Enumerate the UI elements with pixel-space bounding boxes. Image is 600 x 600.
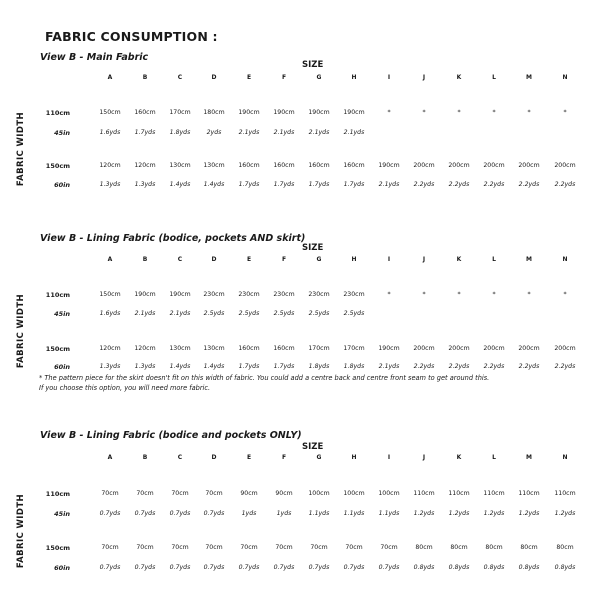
row-label-width: 110cm [45,291,70,299]
table-cell: 80cm [520,544,538,551]
table-cell: * [492,109,496,116]
size-n: N [562,256,568,263]
size-h: H [351,74,357,81]
table-cell: 190cm [378,162,400,169]
table-cell: 160cm [273,345,295,352]
table-cell: 1.7yds [238,181,260,188]
size-i: I [387,454,391,461]
size-h: H [351,256,357,263]
table-cell: 200cm [413,345,435,352]
table-cell: 70cm [240,544,258,551]
table-cell: 120cm [99,345,121,352]
table-cell: 1.2yds [483,510,505,517]
size-j: J [422,74,426,81]
table-cell: * [563,291,567,298]
table-cell: 1.8yds [343,363,365,370]
table-cell: 160cm [134,109,156,116]
section-3 [0,430,600,600]
table-cell: 130cm [169,345,191,352]
table-cell: 190cm [134,291,156,298]
size-f: F [281,256,287,263]
table-cell: 0.7yds [378,564,400,571]
table-cell: 2.2yds [554,363,576,370]
table-cell: 0.7yds [169,510,191,517]
table-cell: 0.7yds [203,564,225,571]
table-row [0,291,600,303]
table-cell: 1.4yds [203,363,225,370]
table-cell: 0.8yds [518,564,540,571]
table-cell: 1.2yds [413,510,435,517]
table-cell: 2.1yds [134,310,156,317]
row-label-width: 150cm [45,162,70,170]
table-cell: 2.5yds [273,310,295,317]
row-label-width: 150cm [45,544,70,552]
size-f: F [281,454,287,461]
table-row [0,181,600,193]
section-1 [0,52,600,222]
table-cell: 1.3yds [134,181,156,188]
table-cell: 2.2yds [413,363,435,370]
table-cell: 160cm [238,345,260,352]
table-cell: 190cm [308,109,330,116]
size-m: M [526,74,532,81]
fabric-width-label: FABRIC WIDTH [16,293,26,369]
table-cell: 160cm [308,162,330,169]
table-cell: 2.5yds [343,310,365,317]
row-label-width: 110cm [45,109,70,117]
table-cell: 110cm [413,490,435,497]
row-label-width: 60in [54,181,70,189]
row-label-width: 60in [54,564,70,572]
table-cell: 70cm [205,544,223,551]
size-a: A [107,454,113,461]
table-cell: 2.5yds [203,310,225,317]
size-m: M [526,454,532,461]
table-cell: 100cm [343,490,365,497]
table-cell: 200cm [483,162,505,169]
table-cell: 2.1yds [378,363,400,370]
size-l: L [492,74,496,81]
table-row [0,310,600,322]
table-cell: 120cm [99,162,121,169]
table-row [0,129,600,141]
size-k: K [456,454,462,461]
table-cell: 1.3yds [99,181,121,188]
table-cell: 70cm [205,490,223,497]
table-cell: * [527,291,531,298]
table-cell: 1.4yds [203,181,225,188]
table-row [0,564,600,576]
table-cell: 0.8yds [554,564,576,571]
table-cell: 200cm [518,162,540,169]
size-d: D [211,256,217,263]
table-cell: 70cm [101,490,119,497]
table-cell: 1.2yds [518,510,540,517]
table-cell: 2.1yds [308,129,330,136]
table-cell: 110cm [448,490,470,497]
row-label-width: 150cm [45,345,70,353]
size-e: E [246,256,252,263]
table-cell: 150cm [99,291,121,298]
table-cell: 70cm [345,544,363,551]
table-cell: 80cm [450,544,468,551]
table-cell: 200cm [448,345,470,352]
size-i: I [387,74,391,81]
table-cell: 0.7yds [203,510,225,517]
size-d: D [211,454,217,461]
section-title: View B - Lining Fabric (bodice and pockets ONLY) [40,430,302,441]
table-cell: 0.8yds [413,564,435,571]
size-c: C [177,454,183,461]
table-row [0,345,600,357]
size-label: SIZE [302,60,324,70]
table-cell: * [422,291,426,298]
size-l: L [492,454,496,461]
size-g: G [316,454,322,461]
section-2 [0,233,600,403]
table-cell: 0.7yds [308,564,330,571]
table-cell: 1.1yds [343,510,365,517]
row-label-width: 45in [54,129,70,137]
table-cell: 170cm [343,345,365,352]
size-g: G [316,74,322,81]
table-cell: 70cm [136,544,154,551]
table-row [0,544,600,556]
table-cell: 120cm [134,162,156,169]
table-cell: 230cm [273,291,295,298]
table-cell: 230cm [343,291,365,298]
table-cell: 70cm [171,490,189,497]
table-cell: 0.8yds [448,564,470,571]
fabric-width-label: FABRIC WIDTH [16,493,26,569]
size-n: N [562,74,568,81]
table-cell: 1.1yds [308,510,330,517]
table-cell: 80cm [485,544,503,551]
table-cell: 1.7yds [238,363,260,370]
size-j: J [422,256,426,263]
table-cell: 1.7yds [134,129,156,136]
table-cell: 2.1yds [273,129,295,136]
table-cell: * [457,109,461,116]
table-cell: 200cm [554,345,576,352]
footnote-line: * The pattern piece for the skirt doesn't fit on this width of fabric. You could add a centre back and centre front seam to get around this. [39,374,490,382]
table-cell: 160cm [273,162,295,169]
table-cell: * [387,109,391,116]
size-label: SIZE [302,442,324,452]
table-cell: 200cm [448,162,470,169]
table-cell: * [563,109,567,116]
table-cell: 70cm [380,544,398,551]
table-cell: 1.4yds [169,181,191,188]
table-cell: 80cm [415,544,433,551]
table-cell: 1.2yds [554,510,576,517]
table-cell: 1.1yds [378,510,400,517]
table-cell: 230cm [308,291,330,298]
section-title: View B - Lining Fabric (bodice, pockets AND skirt) [40,233,306,244]
table-cell: 170cm [308,345,330,352]
table-cell: * [387,291,391,298]
row-label-width: 45in [54,510,70,518]
table-cell: 2.2yds [483,181,505,188]
table-row [0,109,600,121]
size-g: G [316,256,322,263]
table-cell: 1.3yds [134,363,156,370]
table-cell: 2.1yds [169,310,191,317]
table-cell: 110cm [518,490,540,497]
table-cell: 2.2yds [554,181,576,188]
table-cell: 90cm [240,490,258,497]
fabric-width-label: FABRIC WIDTH [16,111,26,187]
table-cell: 0.8yds [483,564,505,571]
size-c: C [177,256,183,263]
size-a: A [107,74,113,81]
table-cell: * [457,291,461,298]
table-cell: 1yds [276,510,292,517]
table-cell: 1.6yds [99,310,121,317]
table-cell: 200cm [483,345,505,352]
table-cell: 1.3yds [99,363,121,370]
table-cell: 200cm [518,345,540,352]
table-cell: 1.7yds [273,181,295,188]
table-cell: 190cm [378,345,400,352]
table-cell: 1.4yds [169,363,191,370]
page-title: FABRIC CONSUMPTION : [45,29,218,44]
table-cell: 1.6yds [99,129,121,136]
size-n: N [562,454,568,461]
table-cell: 1.8yds [169,129,191,136]
table-cell: 2.5yds [308,310,330,317]
table-cell: 170cm [169,109,191,116]
table-cell: 2.2yds [483,363,505,370]
row-label-width: 45in [54,310,70,318]
table-cell: 100cm [378,490,400,497]
table-row [0,510,600,522]
table-cell: 190cm [343,109,365,116]
table-cell: 0.7yds [343,564,365,571]
table-cell: 70cm [310,544,328,551]
table-cell: 200cm [413,162,435,169]
table-cell: 230cm [203,291,225,298]
size-header-row [0,74,600,86]
size-e: E [246,74,252,81]
size-d: D [211,74,217,81]
table-cell: 2.2yds [448,181,470,188]
table-cell: 1.7yds [308,181,330,188]
size-b: B [142,454,148,461]
row-label-width: 60in [54,363,70,371]
size-a: A [107,256,113,263]
table-cell: 100cm [308,490,330,497]
table-cell: 70cm [136,490,154,497]
table-cell: 130cm [203,162,225,169]
table-cell: 1.2yds [448,510,470,517]
table-cell: 190cm [169,291,191,298]
table-cell: 1yds [241,510,257,517]
table-cell: 0.7yds [134,510,156,517]
table-cell: 2.1yds [238,129,260,136]
size-f: F [281,74,287,81]
table-cell: 120cm [134,345,156,352]
section-title: View B - Main Fabric [40,52,149,63]
table-cell: 110cm [483,490,505,497]
table-cell: 2.2yds [518,181,540,188]
table-cell: 160cm [238,162,260,169]
size-m: M [526,256,532,263]
table-cell: * [422,109,426,116]
table-cell: 80cm [556,544,574,551]
size-label: SIZE [302,243,324,253]
table-cell: 1.7yds [273,363,295,370]
size-b: B [142,74,148,81]
table-row [0,490,600,502]
size-header-row [0,256,600,268]
table-cell: 0.7yds [99,510,121,517]
size-i: I [387,256,391,263]
table-cell: 0.7yds [99,564,121,571]
table-cell: 70cm [275,544,293,551]
table-cell: * [492,291,496,298]
table-cell: 190cm [273,109,295,116]
size-header-row [0,454,600,466]
table-cell: * [527,109,531,116]
table-cell: 2.2yds [413,181,435,188]
table-row [0,162,600,174]
footnote-line: If you choose this option, you will need more fabric. [39,383,211,392]
size-k: K [456,256,462,263]
table-cell: 130cm [203,345,225,352]
size-j: J [422,454,426,461]
table-cell: 130cm [169,162,191,169]
table-cell: 0.7yds [134,564,156,571]
table-cell: 2.1yds [343,129,365,136]
size-l: L [492,256,496,263]
table-cell: 230cm [238,291,260,298]
table-cell: 1.8yds [308,363,330,370]
table-cell: 200cm [554,162,576,169]
table-cell: 190cm [238,109,260,116]
row-label-width: 110cm [45,490,70,498]
table-cell: 70cm [171,544,189,551]
size-e: E [246,454,252,461]
size-b: B [142,256,148,263]
table-cell: 2.1yds [378,181,400,188]
table-cell: 0.7yds [238,564,260,571]
table-cell: 1.7yds [343,181,365,188]
size-c: C [177,74,183,81]
table-cell: 2.5yds [238,310,260,317]
table-cell: 180cm [203,109,225,116]
table-cell: 0.7yds [169,564,191,571]
table-cell: 2yds [206,129,222,136]
table-cell: 2.2yds [448,363,470,370]
table-cell: 150cm [99,109,121,116]
table-cell: 110cm [554,490,576,497]
size-k: K [456,74,462,81]
size-h: H [351,454,357,461]
table-cell: 0.7yds [273,564,295,571]
table-cell: 70cm [101,544,119,551]
table-cell: 2.2yds [518,363,540,370]
table-cell: 90cm [275,490,293,497]
table-cell: 160cm [343,162,365,169]
